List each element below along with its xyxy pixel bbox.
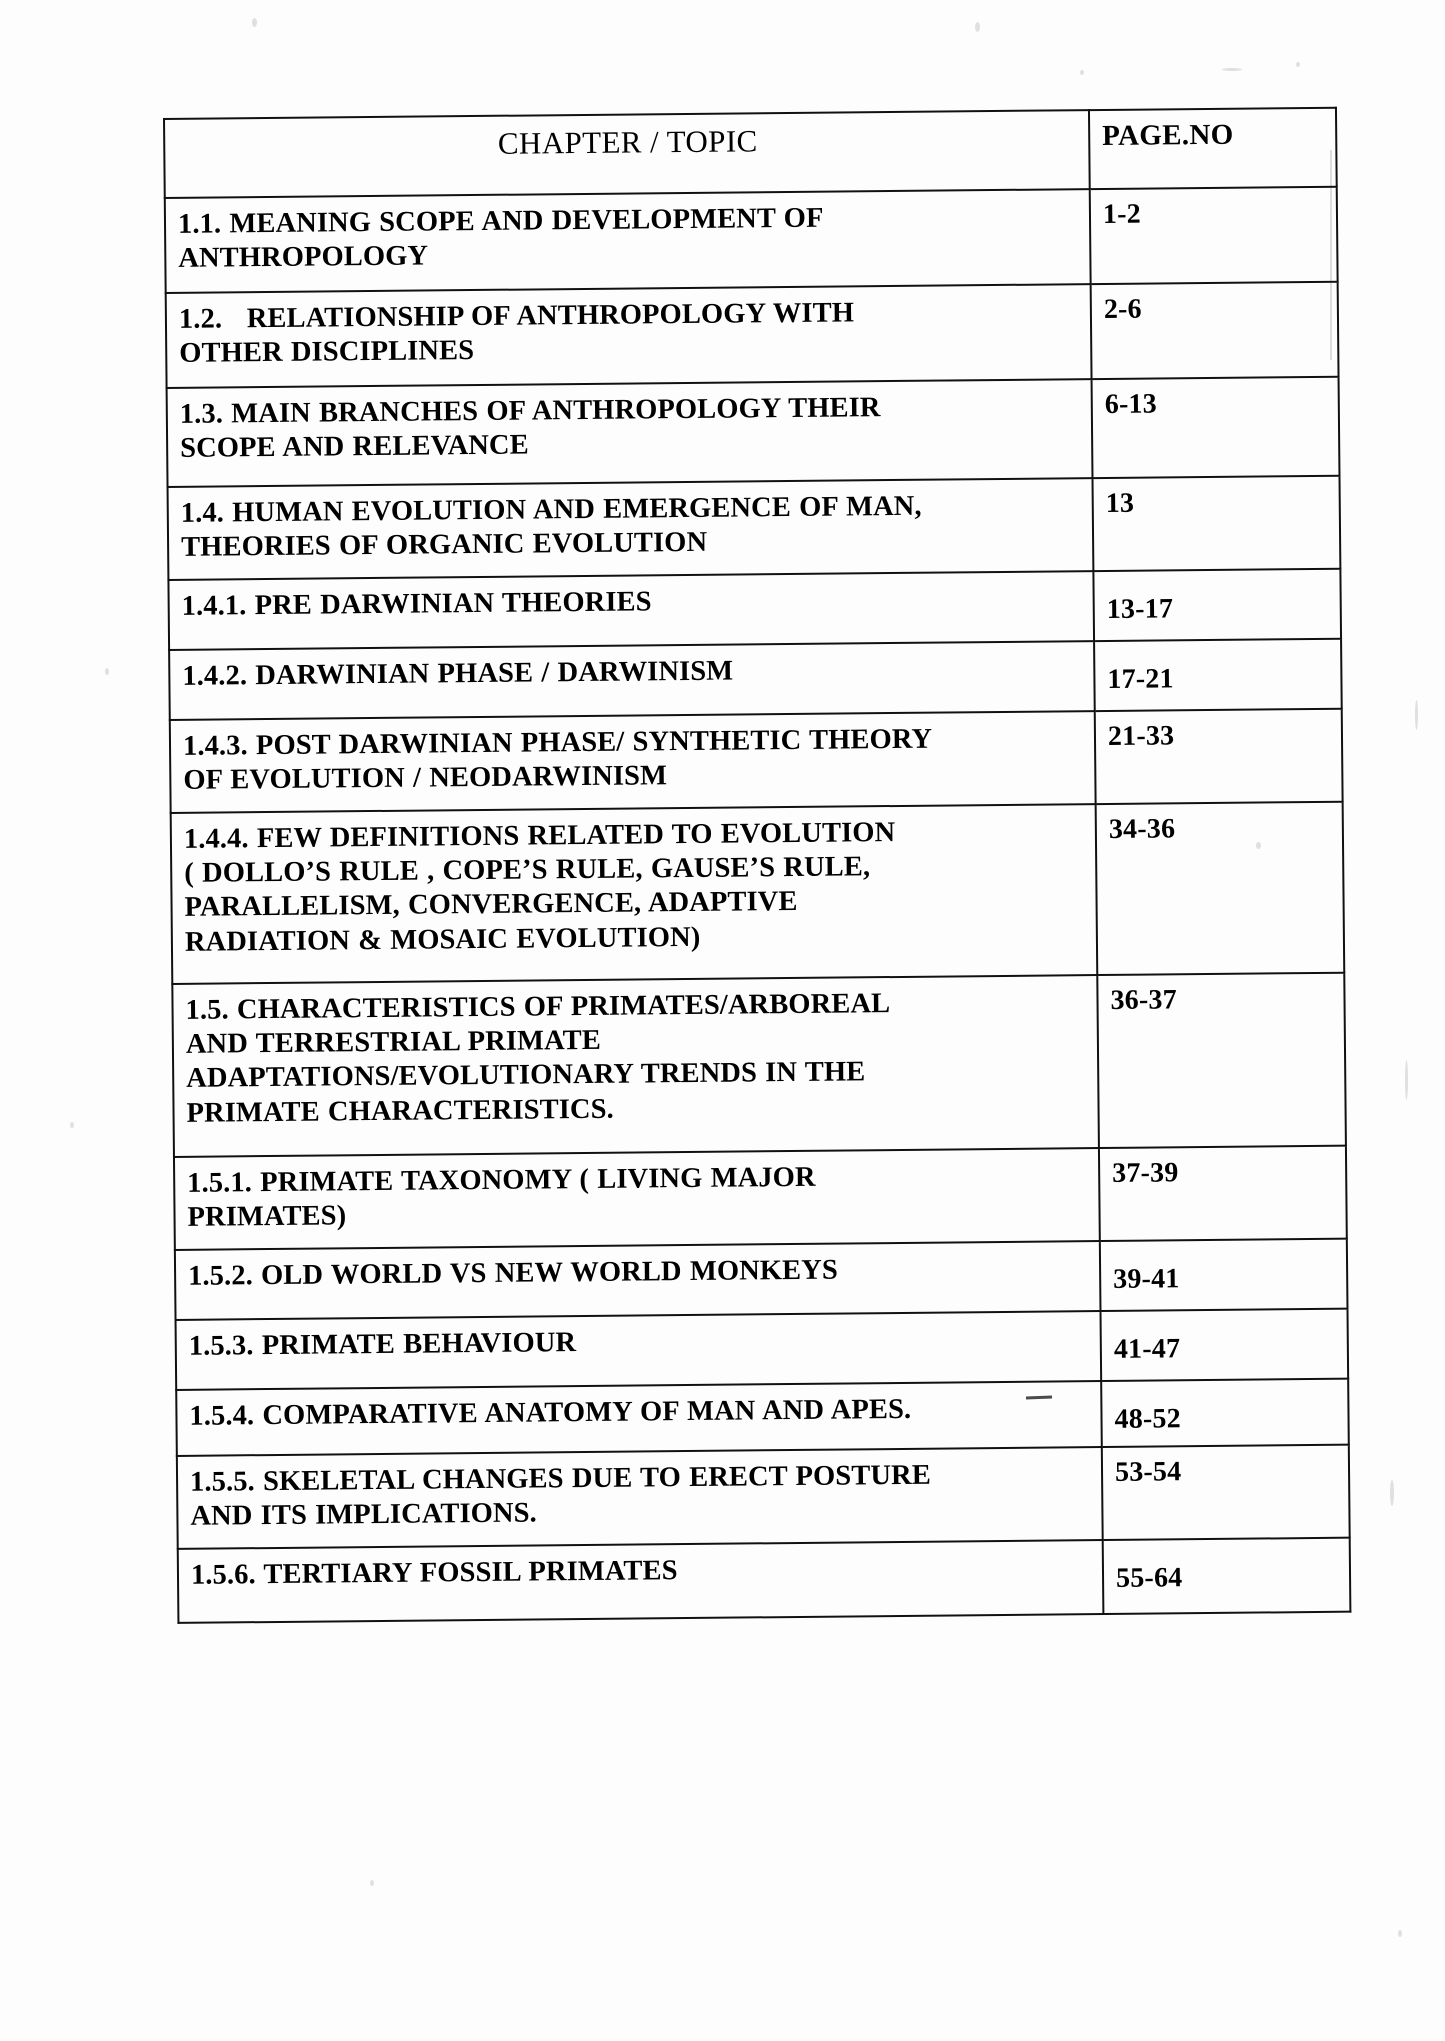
toc-entry-page: 36-37: [1097, 973, 1346, 1148]
table-row: [171, 802, 1345, 984]
toc-entry-title: [168, 478, 1094, 580]
entry-line: 1.5.5. SKELETAL CHANGES DUE TO ERECT POSTURE: [189, 1459, 932, 1498]
toc-entry-page: 21-33: [1095, 709, 1343, 804]
scan-speck: [1398, 1930, 1402, 1937]
entry-line: 1.4. HUMAN EVOLUTION AND EMERGENCE OF MAN,: [180, 490, 922, 529]
column-header-page-no: PAGE.NO: [1089, 108, 1337, 189]
scan-speck: [1296, 62, 1300, 67]
table-row: [176, 1309, 1349, 1390]
toc-entry-page: 2-6: [1091, 282, 1339, 379]
scan-speck: [975, 22, 980, 32]
toc-entry-title: [165, 189, 1091, 293]
entry-line: 1.4.1. PRE DARWINIAN THEORIES: [181, 586, 652, 622]
scan-speck: [105, 668, 109, 675]
toc-entry-page: 34-36: [1096, 802, 1345, 975]
toc-entry-page: 6-13: [1092, 377, 1340, 478]
toc-entry-page: 17-21: [1094, 639, 1342, 711]
toc-entry-title: [176, 1381, 1102, 1456]
toc-entry-title: [166, 284, 1092, 388]
table-row: [166, 282, 1339, 388]
toc-entry-title: [175, 1241, 1101, 1320]
column-header-chapter-topic: CHAPTER / TOPIC: [164, 110, 1090, 198]
toc-entry-title: [167, 379, 1093, 487]
scan-speck: [1405, 1060, 1408, 1100]
entry-line: 1.4.4. FEW DEFINITIONS RELATED TO EVOLUTION: [183, 817, 896, 855]
table-row: [174, 1146, 1347, 1250]
toc-entry-title: [177, 1447, 1103, 1549]
toc-entry-title: [171, 804, 1098, 984]
table-row: [167, 377, 1340, 487]
entry-line: ANTHROPOLOGY: [178, 240, 429, 275]
entry-line: 1.1. MEANING SCOPE AND DEVELOPMENT OF: [177, 202, 824, 240]
toc-entry-title: [168, 571, 1094, 650]
toc-entry-page: 41-47: [1100, 1309, 1348, 1381]
entry-line: 1.5.1. PRIMATE TAXONOMY ( LIVING MAJOR: [187, 1161, 816, 1199]
entry-line: PRIMATE CHARACTERISTICS.: [186, 1093, 614, 1129]
toc-entry-page: 53-54: [1102, 1445, 1350, 1540]
toc-table: [163, 107, 1351, 1624]
table-row: [176, 1379, 1349, 1456]
entry-line: 1.5.4. COMPARATIVE ANATOMY OF MAN AND APES.: [189, 1393, 912, 1432]
toc-header-row: [164, 108, 1337, 198]
toc-entry-page: 1-2: [1090, 187, 1338, 284]
table-row: [177, 1445, 1350, 1549]
table-row: [170, 709, 1343, 813]
entry-line: 1.4.3. POST DARWINIAN PHASE/ SYNTHETIC THEORY: [182, 723, 933, 762]
entry-line: OTHER DISCIPLINES: [179, 335, 475, 370]
table-row: [165, 187, 1338, 293]
scan-speck: [70, 1122, 74, 1128]
entry-line: AND ITS IMPLICATIONS.: [190, 1497, 537, 1532]
entry-line: 1.5. CHARACTERISTICS OF PRIMATES/ARBOREAL: [185, 988, 891, 1026]
table-row: [168, 476, 1341, 580]
toc-entry-title: [178, 1540, 1104, 1623]
table-row: [178, 1538, 1351, 1623]
entry-line: ADAPTATIONS/EVOLUTIONARY TRENDS IN THE: [186, 1056, 866, 1095]
toc-entry-page: 37-39: [1099, 1146, 1347, 1241]
scan-speck: [1390, 1480, 1394, 1506]
table-of-contents: [163, 107, 1349, 1624]
toc-entry-title: [174, 1148, 1100, 1250]
entry-line: 1.2. RELATIONSHIP OF ANTHROPOLOGY WITH: [178, 297, 855, 335]
toc-entry-title: [170, 711, 1096, 813]
entry-line: 1.5.3. PRIMATE BEHAVIOUR: [188, 1327, 577, 1362]
toc-entry-page: 39-41: [1100, 1239, 1348, 1311]
entry-line: 1.5.2. OLD WORLD VS NEW WORLD MONKEYS: [187, 1254, 838, 1292]
toc-entry-page: 13-17: [1093, 569, 1341, 641]
toc-entry-title: [172, 975, 1099, 1157]
entry-line: THEORIES OF ORGANIC EVOLUTION: [180, 526, 708, 564]
scan-speck: [252, 18, 257, 27]
table-row: [168, 569, 1341, 650]
toc-entry-page: 13: [1092, 476, 1340, 571]
toc-entry-page: 55-64: [1103, 1538, 1351, 1614]
entry-line: 1.3. MAIN BRANCHES OF ANTHROPOLOGY THEIR: [179, 392, 881, 430]
entry-line: ( DOLLO’S RULE , COPE’S RULE, GAUSE’S RULE,: [184, 851, 871, 890]
entry-line: 1.4.2. DARWINIAN PHASE / DARWINISM: [182, 655, 734, 692]
table-row: [172, 973, 1346, 1157]
scan-speck: [370, 1880, 374, 1886]
scan-speck: [1080, 70, 1084, 75]
scan-speck: [1415, 700, 1418, 730]
table-row: [175, 1239, 1348, 1320]
entry-line: PRIMATES): [187, 1200, 347, 1234]
toc-body: [165, 187, 1351, 1623]
entry-line: 1.5.6. TERTIARY FOSSIL PRIMATES: [190, 1555, 678, 1591]
toc-entry-title: [176, 1311, 1102, 1390]
toc-entry-title: [169, 641, 1095, 720]
entry-line: RADIATION & MOSAIC EVOLUTION): [184, 921, 701, 958]
entry-line: AND TERRESTRIAL PRIMATE: [185, 1025, 602, 1061]
entry-line: OF EVOLUTION / NEODARWINISM: [183, 760, 668, 797]
toc-entry-page: 48-52: [1101, 1379, 1349, 1447]
entry-line: SCOPE AND RELEVANCE: [180, 429, 529, 465]
entry-line: PARALLELISM, CONVERGENCE, ADAPTIVE: [184, 886, 798, 924]
scan-speck: [1222, 68, 1242, 71]
table-row: [169, 639, 1342, 720]
